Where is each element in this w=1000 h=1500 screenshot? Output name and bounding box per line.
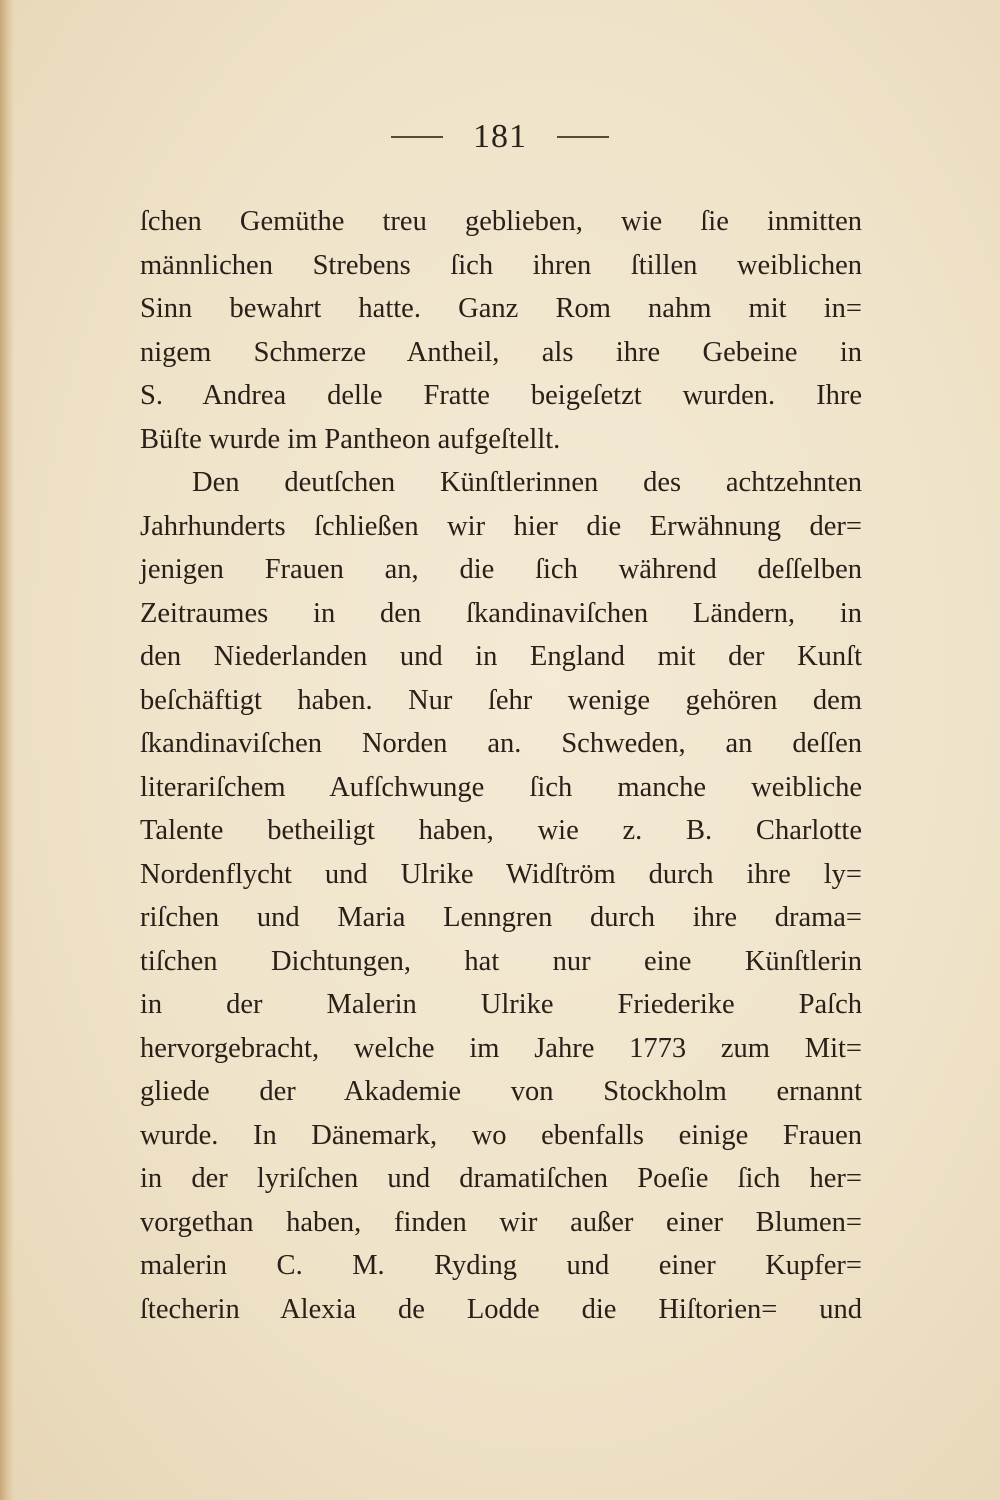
text-line: wurde. In Dänemark, wo ebenfalls einige Frauen (140, 1119, 862, 1151)
text-line: Sinn bewahrt hatte. Ganz Rom nahm mit in= (140, 293, 862, 324)
header-dash-left (391, 136, 443, 138)
text-line: vorgethan haben, finden wir außer einer Blumen= (140, 1206, 862, 1238)
text-line: den Niederlanden und in England mit der Kunſt (140, 641, 862, 672)
text-line: riſchen und Maria Lenngren durch ihre drama= (140, 902, 862, 933)
text-line: Jahrhunderts ſchließen wir hier die Erwähnung der= (140, 510, 862, 542)
text-line: Nordenflycht und Ulrike Widſtröm durch ihre ly= (140, 858, 862, 890)
text-line: hervorgebracht, welche im Jahre 1773 zum Mit= (140, 1032, 862, 1064)
text-line: literariſchem Aufſchwunge ſich manche weibliche (140, 771, 862, 803)
text-line: S. Andrea delle Fratte beigeſetzt wurden. Ihre (140, 380, 862, 411)
text-line: in der Malerin Ulrike Friederike Paſch (140, 989, 862, 1020)
page-header (0, 112, 1000, 162)
page-edge-shadow (0, 0, 14, 1500)
text-line: Talente betheiligt haben, wie z. B. Charlotte (140, 815, 862, 846)
paragraph-1 (140, 200, 862, 461)
text-line: männlichen Strebens ſich ihren ſtillen weiblichen (140, 249, 862, 281)
text-line: ſkandinaviſchen Norden an. Schweden, an deſſen (140, 728, 862, 759)
text-line: jenigen Frauen an, die ſich während deſſelben (140, 554, 862, 585)
body-text (140, 200, 862, 1331)
text-line: Büſte wurde im Pantheon aufgeſtellt. (140, 423, 561, 455)
page-number: 181 (473, 118, 527, 155)
text-line: ſchen Gemüthe treu geblieben, wie ſie inmitten (140, 206, 862, 237)
text-line: beſchäftigt haben. Nur ſehr wenige gehören dem (140, 684, 862, 716)
text-line: Zeitraumes in den ſkandinaviſchen Ländern, in (140, 597, 862, 629)
text-line: gliede der Akademie von Stockholm ernannt (140, 1076, 862, 1107)
text-line: malerin C. M. Ryding und einer Kupfer= (140, 1250, 862, 1281)
text-line: nigem Schmerze Antheil, als ihre Gebeine in (140, 336, 862, 368)
text-line: Den deutſchen Künſtlerinnen des achtzehnten (192, 467, 862, 498)
paragraph-2 (140, 461, 862, 1331)
text-line: tiſchen Dichtungen, hat nur eine Künſtlerin (140, 945, 862, 977)
header-dash-right (557, 136, 609, 138)
text-line: ſtecherin Alexia de Lodde die Hiſtorien= und (140, 1293, 862, 1325)
text-line: in der lyriſchen und dramatiſchen Poeſie ſich her= (140, 1163, 862, 1194)
